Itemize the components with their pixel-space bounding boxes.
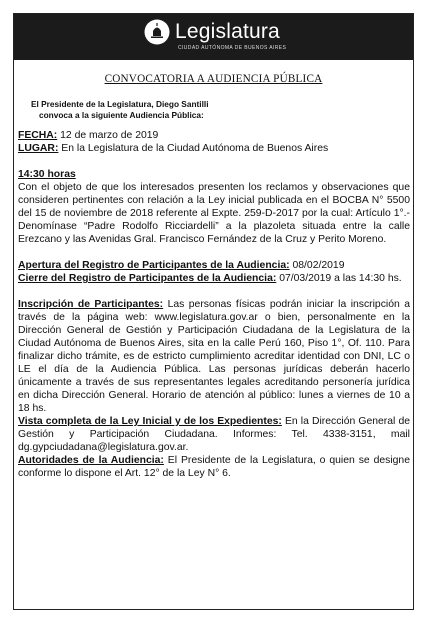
cierre-value: 07/03/2019 a las 14:30 hs. (276, 273, 402, 284)
lugar-value: En la Legislatura de la Ciudad Autónoma de Buenos Aires (58, 143, 329, 154)
inscripcion-paragraph (18, 298, 410, 415)
autoridades-value: El Presidente de la Legislatura, o quien se designe conforme lo dispone el Art. 12° de la Ley N° 6. (18, 455, 410, 479)
apertura-label: Apertura del Registro de Participantes de la Audiencia: (18, 260, 290, 271)
objeto-paragraph: Con el objeto de que los interesados presenten los reclamos y observaciones que consideren pertinentes con relación a la Ley inicial publicada en el BOCBA N° 5500 del 15 de noviembre de 2018 referente al Expte. 259-D-2017 por la cual: Artículo 1°.- Denomínase “Padre Rodolfo Ricciardelli” a la plazoleta situada entre la calle Erezcano y las Avenidas Gral. Francisco Fernández de la Cruz y Perito Moreno. (18, 182, 410, 245)
inscripcion-label: Inscripción de Participantes: (18, 299, 164, 310)
logo-subtitle: CIUDAD AUTÓNOMA DE BUENOS AIRES (178, 45, 287, 51)
page-title: CONVOCATORIA A AUDIENCIA PÚBLICA (104, 73, 323, 85)
spacer (18, 155, 410, 168)
spacer (18, 285, 410, 298)
legislature-dome-icon (144, 19, 170, 45)
apertura-line (18, 259, 410, 272)
vista-paragraph (18, 415, 410, 454)
announcement-frame (13, 13, 414, 610)
inscripcion-value: Las personas físicas podrán iniciar la inscripción a través de la página web: www.legislatura.gov.ar o bien, personalmente en la Dirección General de Gestión y Participación Ciudadana de la Legislatura de la Ciudad Autónoma de Buenos Aires, sita en la calle Perú 160, Piso 1°, Of. 110. Para finalizar dicho trámite, es de estricto cumplimiento acreditar identidad con DNI, LC o LE el día de la Audiencia Pública. Las personas jurídicas deberán hacerlo únicamente a través de sus representantes legales acreditando personería jurídica en dicha Dirección General. Horario de atención al público: lunes a viernes de 10 a 18 hs. (18, 299, 410, 414)
lugar-label: LUGAR: (18, 143, 59, 154)
cierre-label: Cierre del Registro de Participantes de la Audiencia: (18, 273, 277, 284)
hora-line (18, 168, 410, 181)
lugar-line (18, 142, 410, 155)
fecha-value: 12 de marzo de 2019 (57, 130, 159, 141)
fecha-label: FECHA: (18, 130, 58, 141)
cierre-line (18, 272, 410, 285)
vista-value: En la Dirección General de Gestión y Participación Ciudadana. Informes: Tel. 4338-3151, mail dg.gypciudadana@legislatura.gov.ar. (18, 416, 411, 453)
logo-name: Legislatura (175, 20, 280, 43)
autoridades-paragraph (18, 454, 410, 480)
vista-label: Vista completa de la Ley Inicial y de los Expedientes: (18, 416, 282, 427)
intro-line-1: El Presidente de la Legislatura, Diego Santilli (31, 99, 209, 109)
announcement-body (18, 129, 410, 480)
legislatura-logo (144, 19, 280, 45)
hora-label: 14:30 horas (18, 169, 76, 180)
autoridades-label: Autoridades de la Audiencia: (18, 455, 164, 466)
spacer (18, 246, 410, 259)
apertura-value: 08/02/2019 (289, 260, 345, 271)
intro-line-2: convoca a la siguiente Audiencia Pública: (39, 109, 204, 120)
header-banner (14, 14, 413, 60)
fecha-line (18, 129, 410, 142)
intro-block (31, 99, 371, 120)
